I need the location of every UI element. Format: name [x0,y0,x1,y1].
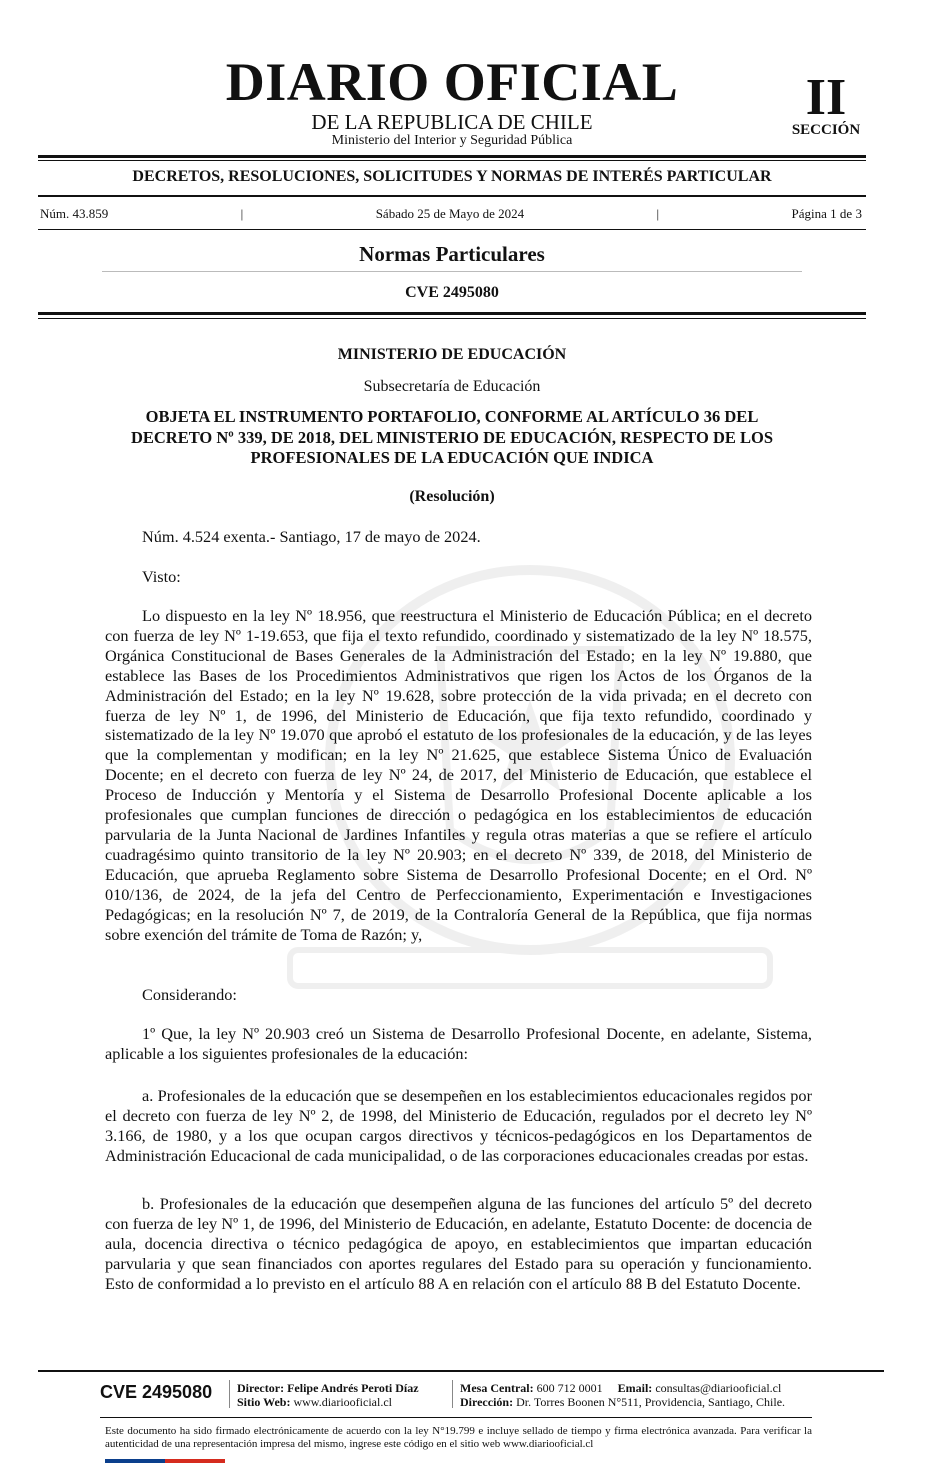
section-title: Normas Particulares [359,242,545,266]
section-label: SECCIÓN [791,122,861,138]
rule-banner-bottom [38,195,866,197]
web-label: Sitio Web: [237,1395,291,1409]
web-link[interactable]: www.diariooficial.cl [293,1395,392,1409]
issue-date: Sábado 25 de Mayo de 2024 [375,206,525,221]
footer-rule-top [38,1370,884,1372]
document-title [100,407,804,469]
mesa-value: 600 712 0001 [536,1381,603,1395]
item-a: a. Profesionales de la educación que se desempeñen en los establecimientos educacionales regidos por el decreto con fuerza de ley Nº 2, de 1998, del Ministerio de Educación, regulados por el decreto ley Nº 3.166, de 1980, y a los que ocupan cargos directivos y técnicos-pedagógicos en los Departamentos de Administración Educacional de cada municipalidad, o de las corporaciones educacionales creadas por estas. [105,1086,812,1165]
direccion-value: Dr. Torres Boonen N°511, Providencia, Santiago, Chile. [516,1395,786,1409]
issue-info-bar [40,206,862,222]
visto-label: Visto: [142,567,181,586]
item-b: b. Profesionales de la educación que desempeñen alguna de las funciones del artículo 5º del decreto con fuerza de ley Nº 1, de 1996, del Ministerio de Educación, en adelante, Estatuto Docente: de docencia de aula, docencia directiva o técnico pedagógica de apoyo, en establecimientos que impartan educación parvularia y que sean financiados con aportes regulares del Estado para su operación y funcionamiento. Esto de conformidad a lo previsto en el artículo 88 A en relación con el artículo 88 B del Estatuto Docente. [105,1194,812,1293]
rule-infobar-bottom [38,229,866,230]
director-name: Felipe Andrés Peroti Díaz [287,1381,419,1395]
rule-top-thick [38,155,866,158]
cve-code: CVE 2495080 [405,284,499,301]
footer-cve: CVE 2495080 [100,1382,213,1402]
banner: DECRETOS, RESOLUCIONES, SOLICITUDES Y NORMAS DE INTERÉS PARTICULAR [132,168,772,185]
rule-double-top [38,312,866,315]
footer-director-block [237,1381,419,1409]
document-title-line: DECRETO Nº 339, DE 2018, DEL MINISTERIO DE EDUCACIÓN, RESPECTO DE LOS [130,427,774,447]
separator: | [656,206,660,221]
footer-divider [452,1380,453,1408]
rule-grey [102,271,802,272]
document-subsecretaria: Subsecretaría de Educación [363,378,541,395]
director-label: Director: [237,1381,285,1395]
masthead-subtitle: DE LA REPUBLICA DE CHILE [311,110,593,134]
email-label: Email: [617,1381,653,1395]
direccion-label: Dirección: [460,1395,514,1409]
rule-double-bottom [38,318,866,319]
email-link[interactable]: consultas@diariooficial.cl [655,1381,782,1395]
rule-top-thin [38,160,866,161]
footer-rule-mid [100,1417,812,1418]
considerando-1: 1º Que, la ley Nº 20.903 creó un Sistema de Desarrollo Profesional Docente, en adelante, Sistema, aplicable a los siguientes profesionales de la educación: [105,1024,812,1063]
document-ministry: MINISTERIO DE EDUCACIÓN [337,346,567,363]
document-title-line: OBJETA EL INSTRUMENTO PORTAFOLIO, CONFORME AL ARTÍCULO 36 DEL [145,407,759,426]
issue-number: Núm. 43.859 [40,206,109,221]
legal-notice: Este documento ha sido firmado electrónicamente de acuerdo con la ley N°19.799 e incluye sellado de tiempo y firma electrónica avanzada. Para verificar la autenticidad de una representación impresa del mismo, ingrese este código en el sitio web www.diariooficial.cl [105,1425,812,1450]
document-title-line: PROFESIONALES DE LA EDUCACIÓN QUE INDICA [250,448,654,467]
footer-contact-block [460,1381,785,1409]
resolution-number-line: Núm. 4.524 exenta.- Santiago, 17 de mayo de 2024. [142,527,481,546]
document-type: (Resolución) [409,488,495,505]
flag-stripe-blue [105,1459,165,1463]
page-indicator: Página 1 de 3 [791,206,862,221]
footer-divider [229,1380,230,1408]
flag-stripe-red [165,1459,225,1463]
mesa-label: Mesa Central: [460,1381,534,1395]
section-number: II [805,69,847,126]
separator: | [240,206,244,221]
masthead-title: DIARIO OFICIAL [225,52,679,112]
visto-paragraph: Lo dispuesto en la ley Nº 18.956, que reestructura el Ministerio de Educación Pública; en el decreto con fuerza de ley Nº 1-19.653, que fija el texto refundido, coordinado y sistematizado de la ley Nº 18.575, Orgánica Constitucional de Bases Generales de la Administración del Estado; en la ley Nº 19.880, que establece las Bases de los Procedimientos Administrativos que rigen los Actos de los Órganos de la Administración del Estado; en la ley Nº 19.628, sobre protección de la vida privada; en el decreto con fuerza de ley Nº 1, de 1996, del Ministerio de Educación, que fija texto refundido, coordinado y sistematizado de la ley Nº 19.070 que aprobó el estatuto de los profesionales de la educación, y de las leyes que la complementan y modifican; en la ley Nº 21.625, que establece Sistema Único de Evaluación Docente; en el decreto con fuerza de ley Nº 24, de 2017, del Ministerio de Educación, que establece el Proceso de Inducción y Mentoría y el Sistema de Desarrollo Profesional Docente aplicable a los profesionales que cumplan funciones de dirección o pedagógica en los establecimientos de educación parvularia de la Junta Nacional de Jardines Infantiles y regula otras materias a que se refiere el artículo cuadragésimo quinto transitorio de la ley Nº 20.903; en el decreto Nº 339, de 2018, del Ministerio de Educación, que aprueba Reglamento sobre Sistema de Desarrollo Profesional Docente; en el Ord. Nº 010/136, de 2024, de la jefa del Centro de Perfeccionamiento, Experimentación e Investigaciones Pedagógicas; en la resolución Nº 7, de 2019, de la Contraloría General de la República, que fija normas sobre exención del trámite de Toma de Razón; y, [105,606,812,944]
masthead-ministry: Ministerio del Interior y Seguridad Pública [331,133,573,148]
considerando-label: Considerando: [142,985,237,1004]
